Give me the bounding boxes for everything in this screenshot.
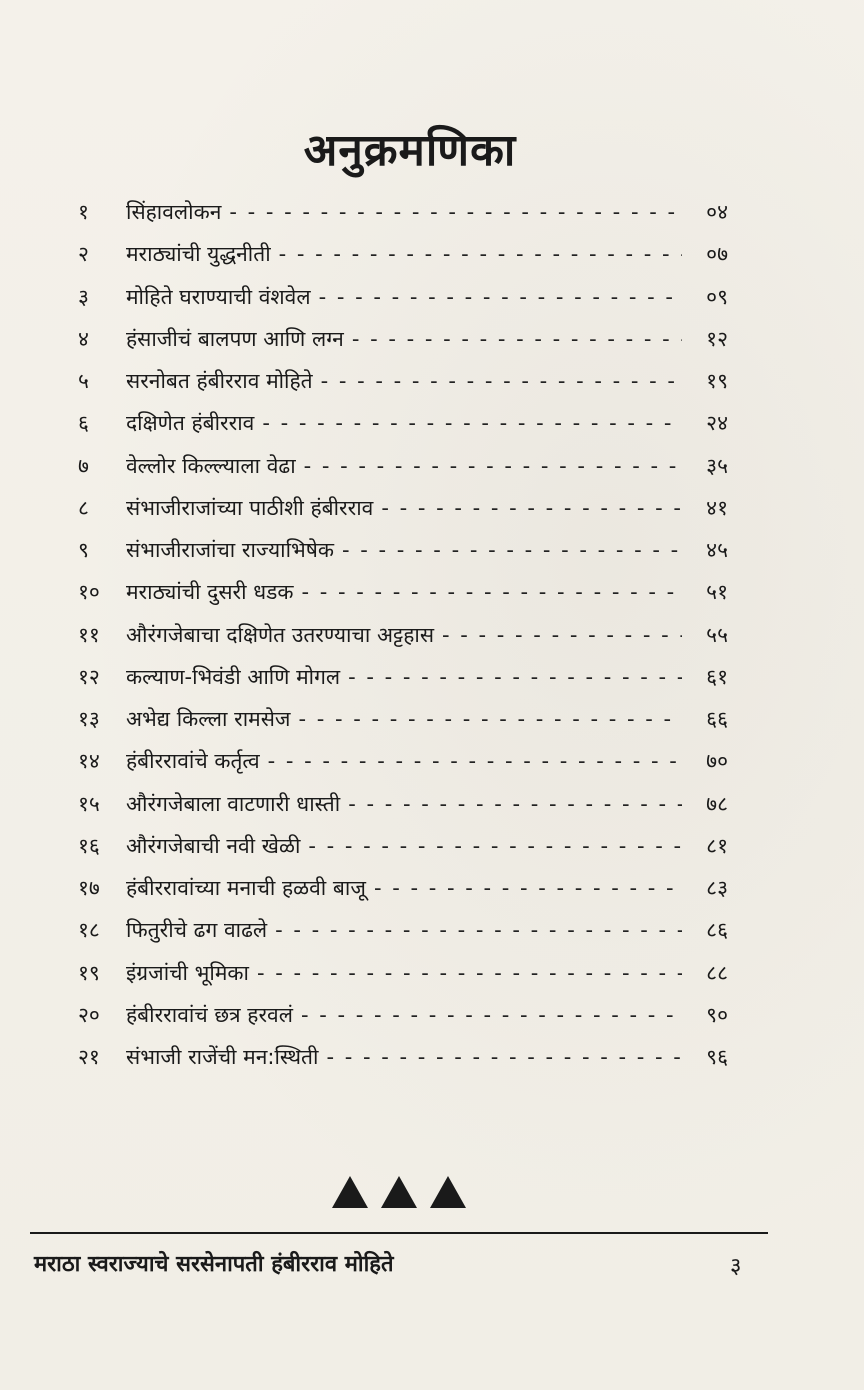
dot-leader [442, 623, 682, 647]
toc-entry-number: १० [78, 580, 100, 605]
dot-leader [348, 792, 682, 816]
toc-entry [78, 325, 728, 367]
toc-entry-page: ८८ [706, 960, 728, 985]
triangle-icon [381, 1176, 417, 1208]
dot-leader [275, 918, 682, 942]
toc-entry-title: मराठ्यांची दुसरी धडक [126, 580, 294, 605]
toc-entry-number: ८ [78, 495, 89, 520]
toc-entry-title: इंग्रजांची भूमिका [126, 960, 249, 985]
dot-leader [352, 327, 682, 351]
toc-entry [78, 240, 728, 282]
dot-leader [302, 580, 682, 604]
dot-leader [348, 665, 682, 689]
toc-entry-title: वेल्लोर किल्ल्याला वेढा [126, 453, 296, 478]
dot-leader [301, 1003, 682, 1027]
toc-entry-title: हंबीररावांच्या मनाची हळवी बाजू [126, 876, 366, 900]
toc-entry-title: मराठ्यांची युद्धनीती [126, 242, 271, 267]
toc-entry-page: ४१ [706, 495, 728, 520]
toc-entry [78, 367, 728, 409]
toc-entry-page: ८६ [706, 918, 728, 943]
toc-entry-title: संभाजीराजांचा राज्याभिषेक [126, 538, 335, 562]
toc-entry-page: ०९ [706, 284, 728, 309]
toc-entry-number: १४ [78, 749, 100, 774]
toc-entry-title: दक्षिणेत हंबीरराव [126, 411, 255, 436]
toc-entry [78, 1043, 728, 1085]
three-triangles-icon [330, 1172, 470, 1210]
toc-entry [78, 578, 728, 620]
dot-leader [257, 961, 682, 985]
toc-entry-number: ७ [78, 453, 89, 478]
dot-leader [308, 834, 682, 858]
dot-leader [321, 369, 682, 393]
toc-entry [78, 747, 728, 789]
dot-leader [268, 749, 682, 773]
toc-entry [78, 959, 728, 1001]
toc-entry-page: १२ [706, 326, 728, 351]
toc-entry-title: हंबीररावांचे कर्तृत्व [126, 749, 260, 774]
toc-entry-number: ९ [78, 538, 89, 562]
toc-entry-title: हंबीररावांचं छत्र हरवलं [126, 1002, 293, 1027]
toc-entry-title: संभाजी राजेंची मन:स्थिती [126, 1045, 319, 1069]
toc-entry-title: संभाजीराजांच्या पाठीशी हंबीरराव [126, 495, 374, 520]
toc-entry-title: मोहिते घराण्याची वंशवेल [126, 284, 311, 309]
toc-entry-number: १ [78, 200, 89, 224]
toc-entry-number: १९ [78, 960, 100, 985]
dot-leader [374, 876, 682, 900]
toc-entry-title: सिंहावलोकन [126, 200, 222, 224]
toc-entry-page: ०४ [706, 200, 728, 224]
toc-entry-title: फितुरीचे ढग वाढले [126, 918, 268, 943]
triangle-icon [430, 1176, 466, 1208]
toc-entry-page: ०७ [706, 242, 728, 267]
toc-entry-number: १८ [78, 918, 100, 943]
toc-entry [78, 198, 728, 240]
footer-page-number: ३ [730, 1254, 742, 1279]
toc-entry-title: सरनोबत हंबीरराव मोहिते [126, 369, 313, 393]
toc-entry-number: ३ [78, 284, 89, 309]
toc-entry-page: ५५ [706, 622, 728, 647]
toc-entry-page: ८१ [706, 833, 728, 858]
toc-entry-number: ४ [78, 326, 89, 351]
toc-entry-title: औरंगजेबाला वाटणारी धास्ती [126, 791, 341, 816]
toc-entry-page: ४५ [706, 538, 728, 562]
footer-book-title: मराठा स्वराज्याचे सरसेनापती हंबीरराव मोहिते [34, 1252, 394, 1277]
toc-entry-number: ११ [78, 622, 100, 647]
toc-entry-page: ७८ [706, 791, 728, 816]
table-of-contents [78, 198, 728, 1085]
toc-entry [78, 874, 728, 916]
toc-entry-page: ६१ [706, 664, 728, 689]
toc-entry [78, 663, 728, 705]
triangle-icon [332, 1176, 368, 1208]
toc-entry-number: ६ [78, 411, 89, 436]
toc-entry-title: औरंगजेबाचा दक्षिणेत उतरण्याचा अट्टहास [126, 622, 435, 647]
toc-entry-page: १९ [706, 369, 728, 393]
toc-entry-page: ८३ [706, 876, 728, 900]
toc-entry-number: १३ [78, 707, 100, 731]
toc-entry-number: २० [78, 1002, 100, 1027]
toc-entry-page: ३५ [706, 453, 728, 478]
toc-entry-title: हंसाजीचं बालपण आणि लग्न [126, 326, 344, 351]
toc-entry [78, 916, 728, 958]
footer-divider [30, 1232, 768, 1234]
toc-entry-page: ९६ [706, 1045, 728, 1069]
toc-entry [78, 452, 728, 494]
toc-entry-page: ६६ [706, 707, 728, 731]
toc-entry-title: कल्याण-भिवंडी आणि मोगल [126, 664, 341, 689]
toc-entry [78, 283, 728, 325]
dot-leader [326, 1045, 682, 1069]
toc-entry-number: १५ [78, 791, 100, 816]
page-title: अनुक्रमणिका [303, 125, 517, 176]
dot-leader [298, 707, 682, 731]
toc-entry [78, 832, 728, 874]
toc-entry-title: औरंगजेबाची नवी खेळी [126, 833, 301, 858]
toc-entry [78, 1001, 728, 1043]
toc-entry-page: ७० [706, 749, 728, 774]
toc-entry-page: ९० [706, 1002, 728, 1027]
toc-entry-number: ५ [78, 369, 89, 393]
dot-leader [229, 200, 682, 224]
dot-leader [304, 454, 682, 478]
toc-entry [78, 705, 728, 747]
toc-entry [78, 621, 728, 663]
toc-entry [78, 409, 728, 451]
dot-leader [381, 496, 682, 520]
toc-entry [78, 536, 728, 578]
toc-entry-page: २४ [706, 411, 728, 436]
toc-entry-number: १२ [78, 664, 100, 689]
dot-leader [262, 411, 682, 435]
toc-entry-number: २ [78, 242, 89, 267]
toc-entry-title: अभेद्य किल्ला रामसेज [126, 707, 291, 731]
toc-entry-number: १६ [78, 833, 100, 858]
dot-leader [342, 538, 682, 562]
toc-entry [78, 494, 728, 536]
dot-leader [319, 285, 682, 309]
toc-entry-number: २१ [78, 1045, 100, 1069]
toc-entry-page: ५१ [706, 580, 728, 605]
dot-leader [279, 242, 682, 266]
toc-entry-number: १७ [78, 876, 100, 900]
toc-entry [78, 790, 728, 832]
